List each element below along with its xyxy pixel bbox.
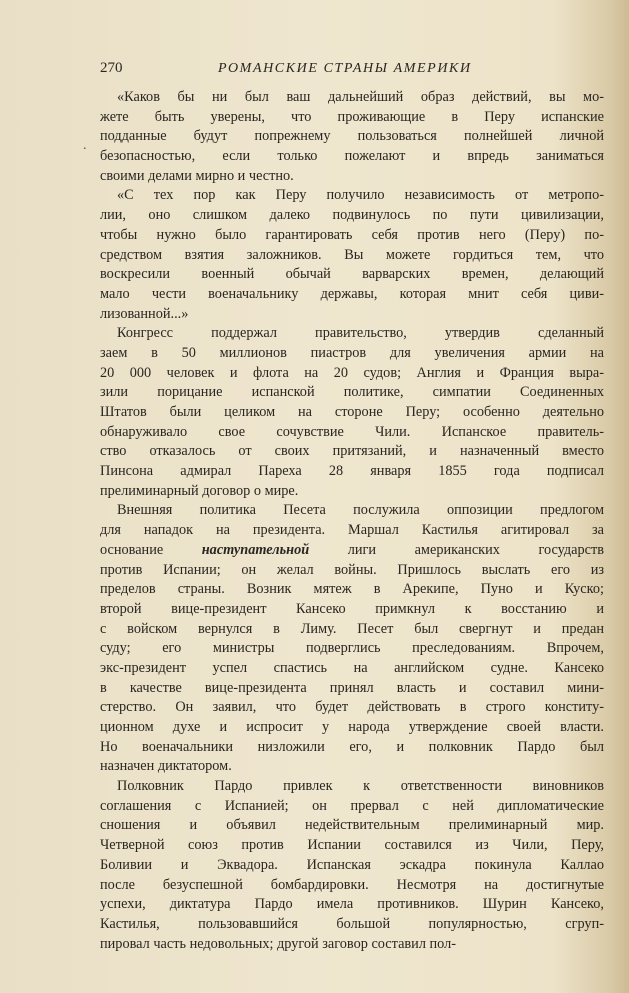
text-line: Полковник Пардо привлек к ответственности виновников <box>117 778 604 795</box>
text-line: своими делами мирно и честно. <box>100 167 294 184</box>
running-title: РОМАНСКИЕ СТРАНЫ АМЕРИКИ <box>218 61 472 76</box>
text-line: Кастилья, пользовавшийся большой популярностью, сгруп- <box>100 915 604 932</box>
text-line: 20 000 человек и флота на 20 судов; Англия и Франция выра- <box>100 364 604 381</box>
text-line: лизованной...» <box>100 305 189 322</box>
text-line: экс-президент успел спастись на английском судне. Кансеко <box>100 659 604 676</box>
text-line: прелиминарный договор о мире. <box>100 482 299 499</box>
text-line: второй вице-президент Кансеко примкнул к восстанию и <box>100 600 604 617</box>
text-line: лии, оно слишком далеко подвинулось по пути цивилизации, <box>100 207 604 224</box>
text-line: обнаруживало свое сочувствие Чили. Испанское правитель- <box>100 423 604 440</box>
text-line: безопасностью, если только пожелают и впредь заниматься <box>100 148 604 165</box>
margin-mark: . <box>83 138 87 153</box>
text-line: Четверной союз против Испании составился из Чили, Перу, <box>100 837 604 854</box>
text-line: пировал часть недовольных; другой заговор составил пол- <box>100 935 457 952</box>
text-line: основание наступательной лиги американских государств <box>100 541 604 558</box>
text-line: суду; его министры подверглись преследованиям. Впрочем, <box>100 640 604 657</box>
text-line: Конгресс поддержал правительство, утвердив сделанный <box>117 325 604 342</box>
text-line: Штатов были целиком на стороне Перу; особенно деятельно <box>100 404 604 420</box>
text-line: заем в 50 миллионов пиастров для увеличения армии на <box>100 344 604 361</box>
text-line: средством взятия заложников. Вы можете гордиться тем, что <box>100 246 604 263</box>
paragraph <box>100 324 604 501</box>
paragraph <box>100 501 604 777</box>
text-line: мало чести военачальнику державы, которая мнит себя циви- <box>100 285 604 302</box>
text-line: соглашения с Испанией; он прервал с ней дипломатические <box>100 797 604 814</box>
text-line: ство отказалось от своих притязаний, и назначенный вместо <box>100 443 604 460</box>
text-line: Боливии и Эквадора. Испанская эскадра покинула Каллао <box>100 856 604 873</box>
paragraph <box>100 777 604 954</box>
text-line: для нападок на президента. Маршал Кастилья агитировал за <box>100 522 604 539</box>
text-line: успехи, диктатура Пардо имела противников. Шурин Кансеко, <box>100 896 604 913</box>
text-line: «Каков бы ни был ваш дальнейший образ действий, вы мо- <box>117 89 604 105</box>
body-text <box>100 88 604 954</box>
text-line: в качестве вице-президента принял власть и составил мини- <box>100 679 604 696</box>
text-line: назначен диктатором. <box>100 758 232 775</box>
text-line: Но военачальники низложили его, и полковник Пардо был <box>100 738 604 755</box>
text-line: стерство. Он заявил, что будет действовать в строго конститу- <box>100 699 604 716</box>
text-line: жете быть уверены, что проживающие в Перу испанские <box>100 108 604 125</box>
text-line: ционном духе и испросит у народа утверждение своей власти. <box>100 719 604 735</box>
text-line: «С тех пор как Перу получило независимость от метропо- <box>117 187 604 204</box>
text-line: воскресили военный обычай варварских времен, делающий <box>100 266 604 283</box>
text-line: пределов страны. Возник мятеж в Арекипе, Пуно и Куско; <box>100 581 604 598</box>
text-line: против Испании; он желал войны. Пришлось выслать его из <box>100 561 604 578</box>
text-line: подданные будут попрежнему пользоваться полнейшей личной <box>100 128 604 145</box>
text-line: зили порицание испанской политике, симпатии Соединенных <box>100 384 604 401</box>
paragraph <box>100 186 604 324</box>
text-line: сношения и объявил недействительным прелиминарный мир. <box>100 817 604 834</box>
text-line: чтобы нужно было гарантировать себя против него (Перу) по- <box>100 226 604 243</box>
page-number: 270 <box>100 60 123 76</box>
text-line: после безуспешной бомбардировки. Несмотря на достигнутые <box>100 876 604 893</box>
paragraph <box>100 88 604 186</box>
text-line: с войском вернулся в Лиму. Песет был свергнут и предан <box>100 620 604 637</box>
page-header <box>100 60 600 82</box>
text-line: Внешняя политика Песета послужила оппозиции предлогом <box>117 502 604 519</box>
text-line: Пинсона адмирал Пареха 28 января 1855 года подписал <box>100 463 604 480</box>
